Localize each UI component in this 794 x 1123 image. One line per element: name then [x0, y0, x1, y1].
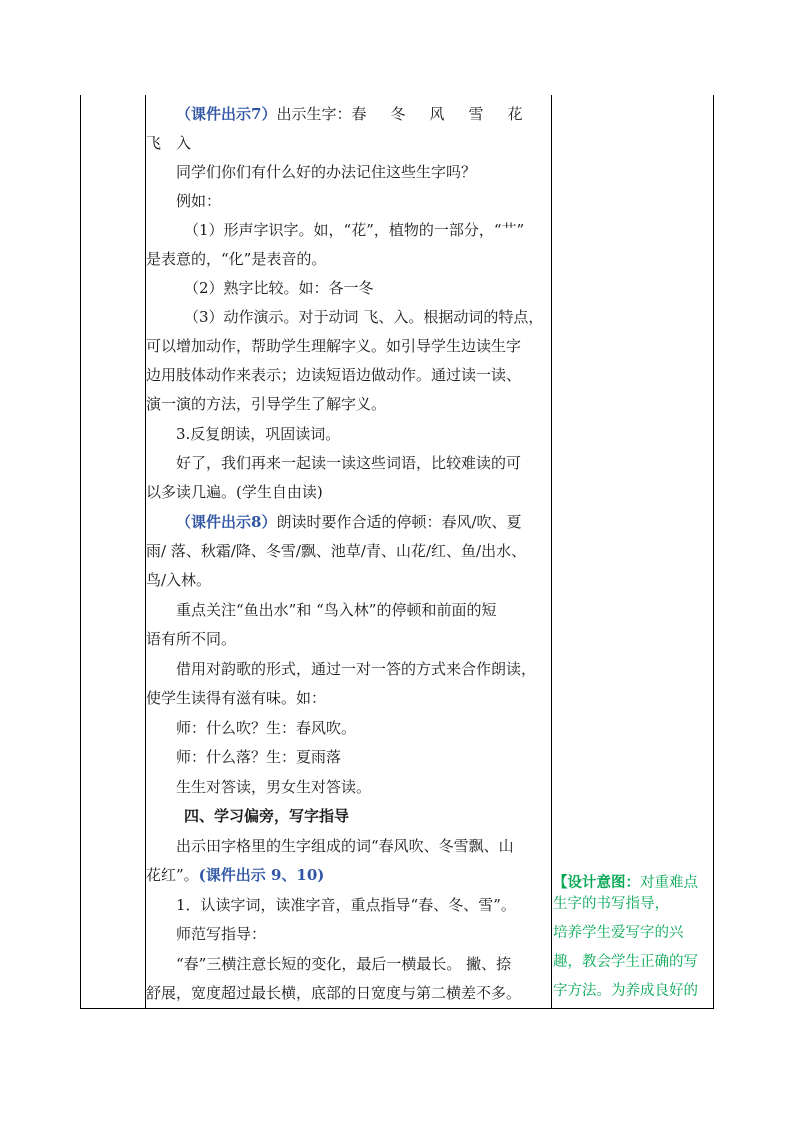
paragraph-line: 好了，我们再来一起读一读这些词语，比较难读的可: [176, 454, 522, 472]
design-note-label: 【设计意图：: [553, 874, 640, 891]
design-note-line: 培养学生爱写字的兴: [553, 925, 684, 941]
paragraph-line: 飞 入: [146, 134, 192, 152]
paragraph-line: [146, 861, 551, 890]
paragraph-line: 师：什么落？生：夏雨落: [176, 748, 342, 766]
char-item: 风: [429, 105, 445, 123]
paragraph-line: 语有所不同。: [146, 630, 237, 648]
paragraph-line: 演一演的方法，引导学生了解字义。: [146, 395, 387, 413]
table-border-bottom: [80, 1008, 714, 1009]
courseware-label: (课件出示 9、10): [198, 866, 325, 884]
paragraph-line: （2）熟字比较。如：各一冬: [184, 279, 374, 297]
paragraph-line: “春”三横注意长短的变化，最后一横最长。 撇、捺: [176, 955, 512, 973]
paragraph-line: 出示田字格里的生字组成的词“春风吹、冬雪飘、山: [176, 837, 514, 855]
line-text: 对重难点: [640, 875, 698, 891]
design-note-line: 趣，教会学生正确的写: [553, 954, 698, 970]
table-border-left: [80, 95, 81, 1009]
paragraph-line: 是表意的，“化”是表音的。: [146, 250, 327, 268]
paragraph-line: 雨/ 落、秋霜/降、冬雪/飘、池草/青、山花/红、鱼/出水、: [146, 542, 527, 560]
paragraph-line: 师范写指导：: [176, 925, 267, 943]
paragraph-line: 边用肢体动作来表示；边读短语边做动作。通过读一读、: [146, 366, 522, 384]
section-heading: 四、学习偏旁，写字指导: [184, 807, 350, 825]
paragraph-line: [146, 508, 581, 537]
table-border-right: [713, 95, 714, 1009]
paragraph-line: 重点关注“鱼出水”和 “鸟入林”的停顿和前面的短: [176, 601, 497, 619]
paragraph-line: 可以增加动作，帮助学生理解字义。如引导学生边读生字: [146, 337, 522, 355]
paragraph-line: 例如：: [176, 192, 222, 210]
paragraph-line: 同学们你们有什么好的办法记住这些生字吗？: [176, 163, 477, 181]
paragraph-line: 使学生读得有滋有味。如：: [146, 689, 327, 707]
line-text: 花红”。: [146, 866, 199, 884]
design-note-line: 生字的书写指导，: [553, 896, 669, 912]
paragraph-line: 1．认读字词，读准字音，重点指导“春、冬、雪”。: [176, 896, 516, 914]
line-text: 出示生字：春: [276, 105, 367, 123]
char-item: 花: [507, 105, 523, 123]
courseware-label: （课件出示7）: [176, 105, 277, 123]
design-note-line: 字方法。为养成良好的: [553, 983, 698, 999]
paragraph-line: 借用对韵歌的形式，通过一对一答的方式来合作朗读，: [176, 660, 537, 678]
paragraph-line: 生生对答读，男女生对答读。: [176, 778, 372, 796]
paragraph-line: 以多读几遍。(学生自由读): [146, 483, 323, 501]
paragraph-line: 舒展，宽度超过最长横，底部的日宽度与第二横差不多。: [146, 984, 522, 1002]
paragraph-line: 师：什么吹？生：春风吹。: [176, 719, 357, 737]
paragraph-line: （3）动作演示。对于动词 飞、入。根据动词的特点，: [184, 308, 544, 326]
char-item: 雪: [468, 105, 484, 123]
paragraph-line: 鸟/入林。: [146, 571, 212, 589]
paragraph-line: [146, 100, 581, 129]
line-text: 朗读时要作合适的停顿：春风/吹、夏: [276, 513, 522, 531]
courseware-label: （课件出示8）: [176, 513, 277, 531]
paragraph-line: 3.反复朗读，巩固读词。: [176, 425, 341, 443]
char-item: 冬: [390, 105, 406, 123]
paragraph-line: （1）形声字识字。如，“花”，植物的一部分，“艹”: [184, 221, 525, 239]
